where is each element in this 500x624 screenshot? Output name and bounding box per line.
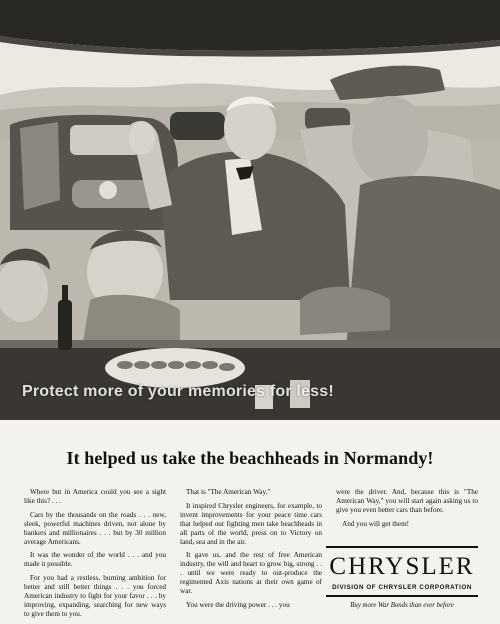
body-column-3: [336, 488, 478, 534]
body-column-1: [24, 488, 166, 624]
body-paragraph: It inspired Chrysler engineers, for example, to invent improvements for your peace time cars that helped our fighting men take beachheads in all parts of the world, press on to Victory on land, sea and in the air.: [180, 501, 322, 546]
body-column-2: [180, 488, 322, 615]
body-paragraph: That is "The American Way.": [186, 488, 271, 496]
body-paragraph: Cars by the thousands on the roads . . . new, sleek, powerful machines driven, not alone by bankers and millionaires . . . but by 30 million average Americans.: [24, 510, 166, 546]
war-bonds-slogan: Buy more War Bonds than ever before: [350, 602, 454, 609]
division-line: DIVISION OF CHRYSLER CORPORATION: [332, 584, 472, 591]
body-paragraph: And you will get them!: [342, 519, 410, 528]
body-paragraph: were the driver. And, because this is "The American Way," you will start again asking us to give you even better cars than before.: [336, 488, 478, 514]
body-paragraph: You were the driving power . . . you: [186, 600, 290, 609]
logo-bottom-rule: [326, 595, 478, 597]
body-paragraph: Where but in America could you see a sight like this? . . .: [24, 488, 166, 505]
ad-headline: It helped us take the beachheads in Normandy!: [66, 448, 434, 468]
chrysler-logo: CHRYSLER: [329, 553, 475, 580]
logo-top-rule: [326, 546, 478, 548]
body-paragraph: It gave us, and the rest of free American industry, the will and heart to grow big, strong . . . until we were ready to out-produce the regimented Axis nations at their own game of war.: [180, 551, 322, 596]
watermark-text: Protect more of your memories for less!: [22, 383, 334, 400]
body-paragraph: For you had a restless, burning ambition for better and still better things . . . you forced American industry to fight for your favor . . . by improving, expanding, searching for new ways to give them to you.: [24, 574, 166, 618]
body-paragraph: It was the wonder of the world . . . and you made it possible.: [24, 551, 166, 569]
